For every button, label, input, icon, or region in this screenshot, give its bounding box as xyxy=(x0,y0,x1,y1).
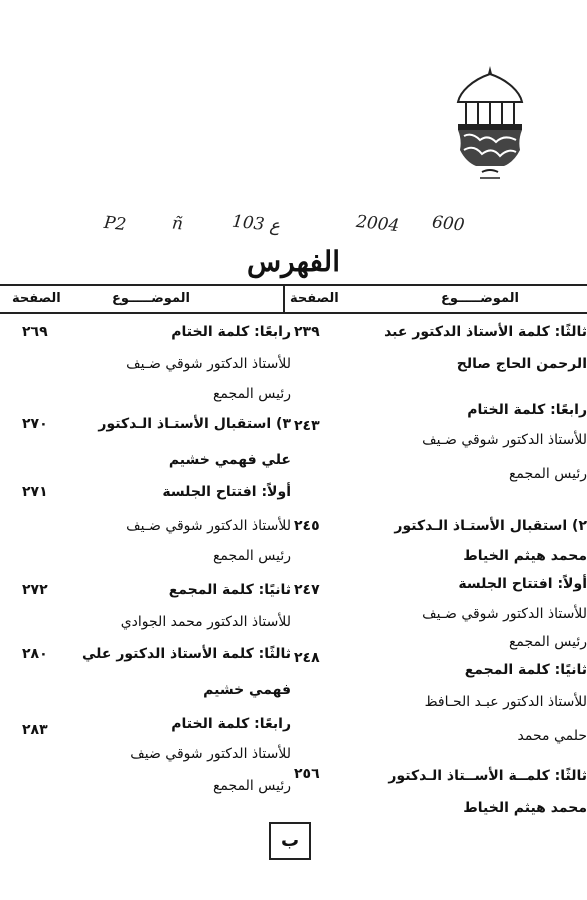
right-entry-line: الرحمن الحاج صالح xyxy=(456,356,587,372)
header-page-right: الصفحة xyxy=(290,291,339,306)
right-entry-line: محمد هيثم الخياط xyxy=(463,800,587,816)
left-entry-line: ثانيًا: كلمة المجمع xyxy=(168,582,291,598)
right-entry-line: ثالثًا: كلمــة الأســتاذ الـدكتور xyxy=(388,768,587,784)
right-entry-page-number: ٢٤٥ xyxy=(294,518,320,534)
header-topic-right: الموضـــــوع xyxy=(440,291,519,306)
handwritten-note-2: ñ xyxy=(170,213,184,235)
handwritten-note-4: 2004 xyxy=(355,211,401,237)
right-entry-line: أولاً: افتتاح الجلسة xyxy=(458,576,587,592)
left-entry-line: فهمي خشيم xyxy=(203,682,291,698)
left-entry-line: للأستاذ الدكتور شوقي ضيف xyxy=(130,746,291,762)
right-entry-line: للأستاذ الدكتور شوقي ضـيف xyxy=(422,432,587,448)
handwritten-note-5: 600 xyxy=(431,212,466,236)
left-entry-line: رئيس المجمع xyxy=(212,548,291,564)
left-entry-page-number: ٢٧١ xyxy=(22,484,48,500)
left-entry-page-number: ٢٨٠ xyxy=(22,646,48,662)
right-entry-line: ثالثًا: كلمة الأستاذ الدكتور عبد xyxy=(384,324,587,340)
header-bottom-rule xyxy=(0,312,587,314)
left-entry-line: للأستاذ الدكتور شوقي ضـيف xyxy=(126,518,291,534)
left-entry-line: رئيس المجمع xyxy=(212,778,291,794)
handwritten-note-1: P2 xyxy=(103,212,128,236)
right-entry-line: رابعًا: كلمة الختام xyxy=(467,402,587,418)
right-entry-line: رئيس المجمع xyxy=(508,634,587,650)
left-entry-line: رابعًا: كلمة الختام xyxy=(171,324,291,340)
left-entry-line: ٣) استقبال الأستـاذ الـدكتور xyxy=(98,416,291,432)
page-number-marker: ب xyxy=(269,822,311,860)
header-topic-left: الموضـــــوع xyxy=(112,291,191,306)
right-entry-line: حلمي محمد xyxy=(517,728,587,744)
left-entry-page-number: ٢٨٣ xyxy=(22,722,48,738)
left-entry-line: رئيس المجمع xyxy=(212,386,291,402)
page-title: الفهرس xyxy=(246,245,340,278)
column-divider xyxy=(283,284,285,312)
left-entry-line: علي فهمي خشيم xyxy=(168,452,291,468)
right-entry-line: محمد هيثم الخياط xyxy=(463,548,587,564)
right-entry-page-number: ٢٤٨ xyxy=(294,650,320,666)
right-entry-line: ثانيًا: كلمة المجمع xyxy=(464,662,587,678)
right-entry-page-number: ٢٥٦ xyxy=(294,766,320,782)
handwritten-note-3: 103 ع xyxy=(231,211,281,237)
right-entry-line: للأستاذ الدكتور عبـد الحـافظ xyxy=(424,694,587,710)
right-entry-page-number: ٢٤٧ xyxy=(294,582,320,598)
right-entry-line: ٢) استقبال الأستـاذ الـدكتور xyxy=(394,518,587,534)
right-entry-line: للأستاذ الدكتور شوقي ضـيف xyxy=(422,606,587,622)
right-entry-page-number: ٢٣٩ xyxy=(294,324,320,340)
left-entry-page-number: ٢٧٠ xyxy=(22,416,48,432)
left-entry-line: ثالثًا: كلمة الأستاذ الدكتور علي xyxy=(82,646,291,662)
left-entry-line: رابعًا: كلمة الختام xyxy=(171,716,291,732)
header-page-left: الصفحة xyxy=(12,291,61,306)
right-entry-line: رئيس المجمع xyxy=(508,466,587,482)
left-entry-page-number: ٢٧٢ xyxy=(22,582,48,598)
table-top-rule xyxy=(0,284,587,286)
left-entry-line: أولاً: افتتاح الجلسة xyxy=(162,484,291,500)
academy-emblem xyxy=(452,62,528,186)
left-entry-line: للأستاذ الدكتور شوقي ضـيف xyxy=(126,356,291,372)
left-entry-line: للأستاذ الدكتور محمد الجوادي xyxy=(120,614,291,630)
right-entry-page-number: ٢٤٣ xyxy=(294,418,320,434)
left-entry-page-number: ٢٦٩ xyxy=(22,324,48,340)
